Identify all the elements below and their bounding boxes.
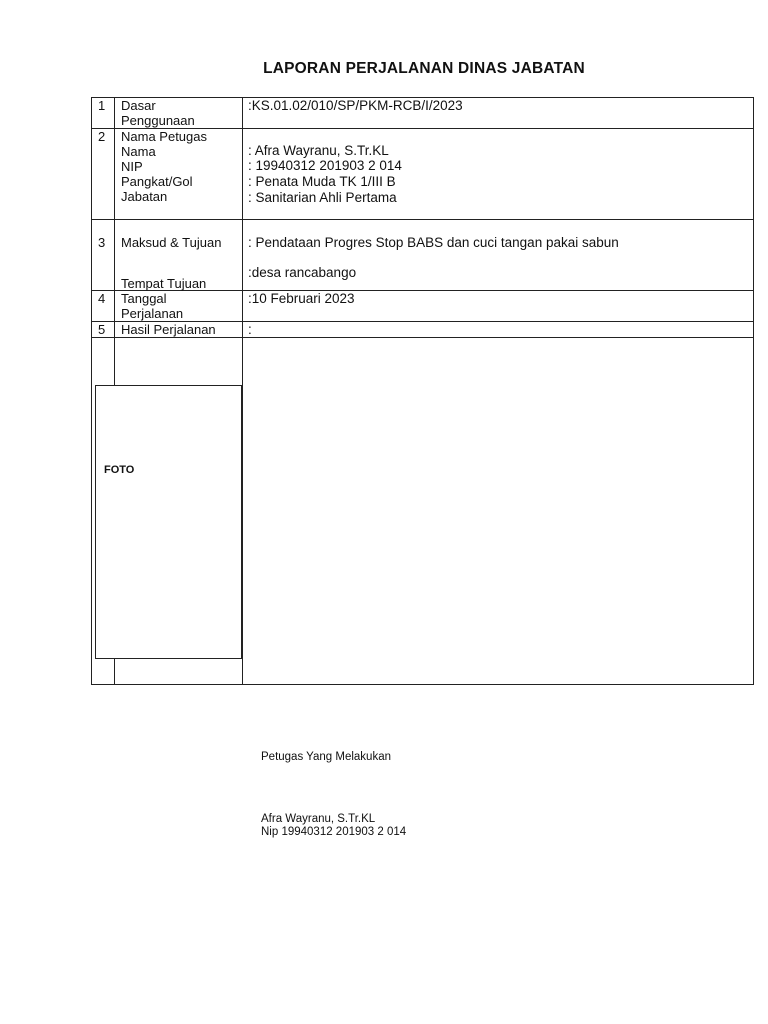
photo-placeholder bbox=[95, 385, 242, 659]
row-number: 1 bbox=[98, 98, 106, 113]
row-value: :10 Februari 2023 bbox=[248, 291, 355, 306]
row-value: : 19940312 201903 2 014 bbox=[248, 158, 402, 173]
row-value: :KS.01.02/010/SP/PKM-RCB/I/2023 bbox=[248, 98, 463, 113]
signature-nip: Nip 19940312 201903 2 014 bbox=[261, 826, 407, 838]
row-value: : Sanitarian Ahli Pertama bbox=[248, 190, 397, 205]
signature-heading: Petugas Yang Melakukan bbox=[261, 751, 391, 763]
table-border-right bbox=[753, 97, 754, 685]
row-value: :desa rancabango bbox=[248, 265, 357, 280]
table-border-bottom bbox=[91, 684, 754, 685]
row-number: 3 bbox=[98, 235, 106, 250]
row-label: Pangkat/Gol bbox=[121, 174, 193, 189]
row-label: Dasar bbox=[121, 98, 156, 113]
row-value: : Penata Muda TK 1/III B bbox=[248, 174, 396, 189]
row-label: Jabatan bbox=[121, 189, 168, 204]
row-label: Tempat Tujuan bbox=[121, 276, 207, 291]
row-value: : Pendataan Progres Stop BABS dan cuci tangan pakai sabun bbox=[248, 235, 619, 250]
signature-name: Afra Wayranu, S.Tr.KL bbox=[261, 813, 376, 825]
row-label: Nama Petugas bbox=[121, 129, 207, 144]
table-border-left bbox=[91, 97, 92, 685]
row-value: : Afra Wayranu, S.Tr.KL bbox=[248, 143, 389, 158]
row-divider bbox=[91, 219, 754, 220]
row-number: 2 bbox=[98, 129, 106, 144]
row-number: 4 bbox=[98, 291, 106, 306]
row-label: Nama bbox=[121, 144, 156, 159]
row-number: 5 bbox=[98, 322, 106, 337]
row-value: : bbox=[248, 322, 252, 337]
column-divider bbox=[242, 97, 243, 685]
row-divider bbox=[91, 337, 754, 338]
row-label: Hasil Perjalanan bbox=[121, 322, 216, 337]
row-label: Penggunaan bbox=[121, 113, 195, 128]
photo-label: FOTO bbox=[104, 464, 135, 476]
row-label: Tanggal bbox=[121, 291, 167, 306]
document-title: LAPORAN PERJALANAN DINAS JABATAN bbox=[263, 60, 585, 77]
row-label: NIP bbox=[121, 159, 143, 174]
row-label: Maksud & Tujuan bbox=[121, 235, 222, 250]
row-label: Perjalanan bbox=[121, 306, 184, 321]
